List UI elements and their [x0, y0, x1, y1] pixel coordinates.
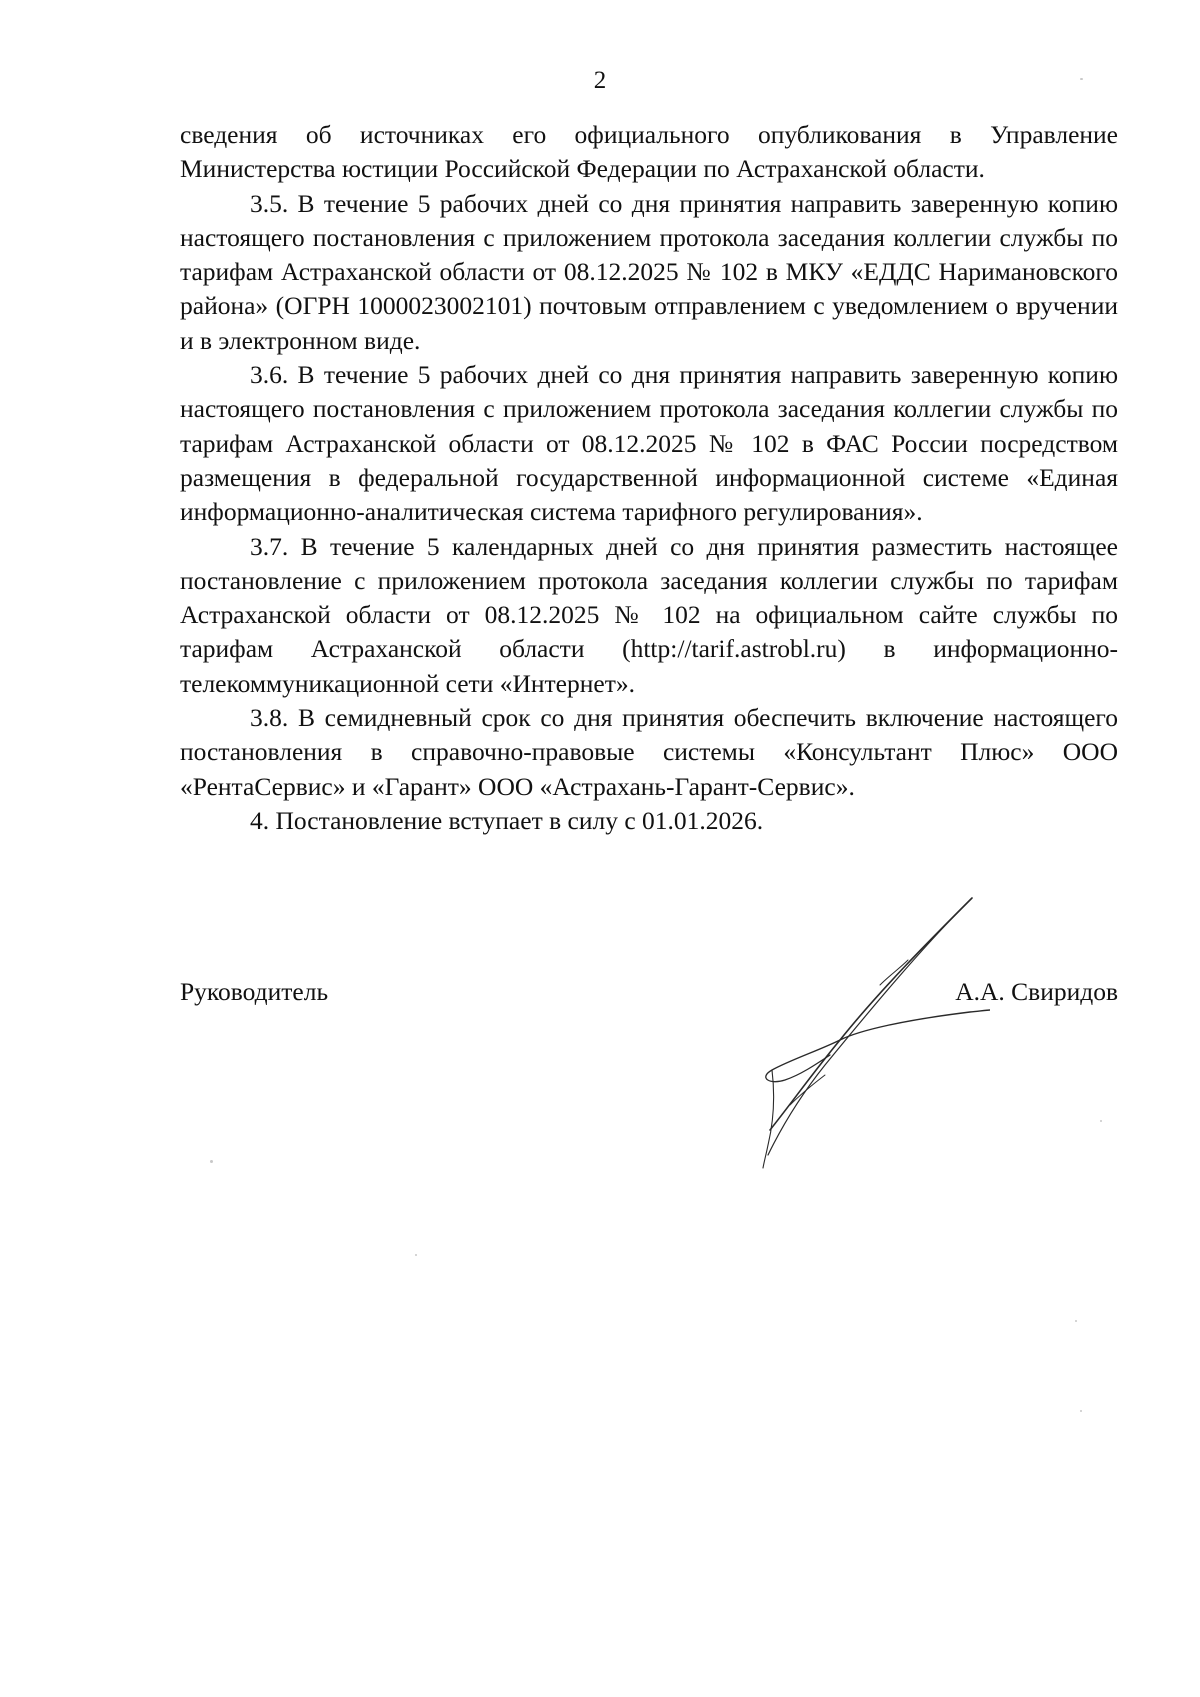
scan-speck — [1080, 78, 1083, 80]
document-body — [180, 118, 1118, 838]
paragraph-3-8: 3.8. В семидневный срок со дня принятия обеспечить включение настоящего постановления в справочно-правовые системы «Консультант Плюс» ООО «РентаСервис» и «Гарант» ООО «Астрахань-Гарант-Сервис». — [180, 703, 1118, 801]
page-number: 2 — [593, 67, 607, 94]
paragraph-3-7: 3.7. В течение 5 календарных дней со дня принятия разместить настоящее постановление с приложением протокола заседания коллегии службы по тарифам Астраханской области от 08.12.2025 № 102 на официальном сайте службы по тарифам Астраханской области (http://tarif.astrobl.ru) в информационно-телекоммуникационной сети «Интернет». — [180, 531, 1118, 698]
handwritten-signature — [730, 880, 990, 1170]
scan-speck — [415, 1254, 417, 1256]
scan-speck — [1080, 1410, 1082, 1412]
paragraph-4: 4. Постановление вступает в силу с 01.01.2026. — [250, 805, 764, 835]
scan-speck — [210, 1160, 213, 1163]
signatory-name: А.А. Свиридов — [955, 977, 1118, 1006]
signatory-title: Руководитель — [180, 977, 329, 1006]
scan-speck — [1100, 1120, 1102, 1122]
paragraph-3-5: 3.5. В течение 5 рабочих дней со дня принятия направить заверенную копию настоящего постановления с приложением протокола заседания коллегии службы по тарифам Астраханской области от 08.12.2025 № 102 в МКУ «ЕДДС Наримановского района» (ОГРН 1000023002101) почтовым отправлением с уведомлением о вручении и в электронном виде. — [180, 188, 1118, 355]
scan-speck — [1075, 1320, 1077, 1322]
paragraph-3-6: 3.6. В течение 5 рабочих дней со дня принятия направить заверенную копию настоящего постановления с приложением протокола заседания коллегии службы по тарифам Астраханской области от 08.12.2025 № 102 в ФАС России посредством размещения в федеральной государственной информационной системе «Единая информационно-аналитическая система тарифного регулирования». — [180, 360, 1118, 527]
paragraph-continuation: сведения об источниках его официального опубликования в Управление Министерства юстиции Российской Федерации по Астраханской области. — [180, 120, 1118, 184]
